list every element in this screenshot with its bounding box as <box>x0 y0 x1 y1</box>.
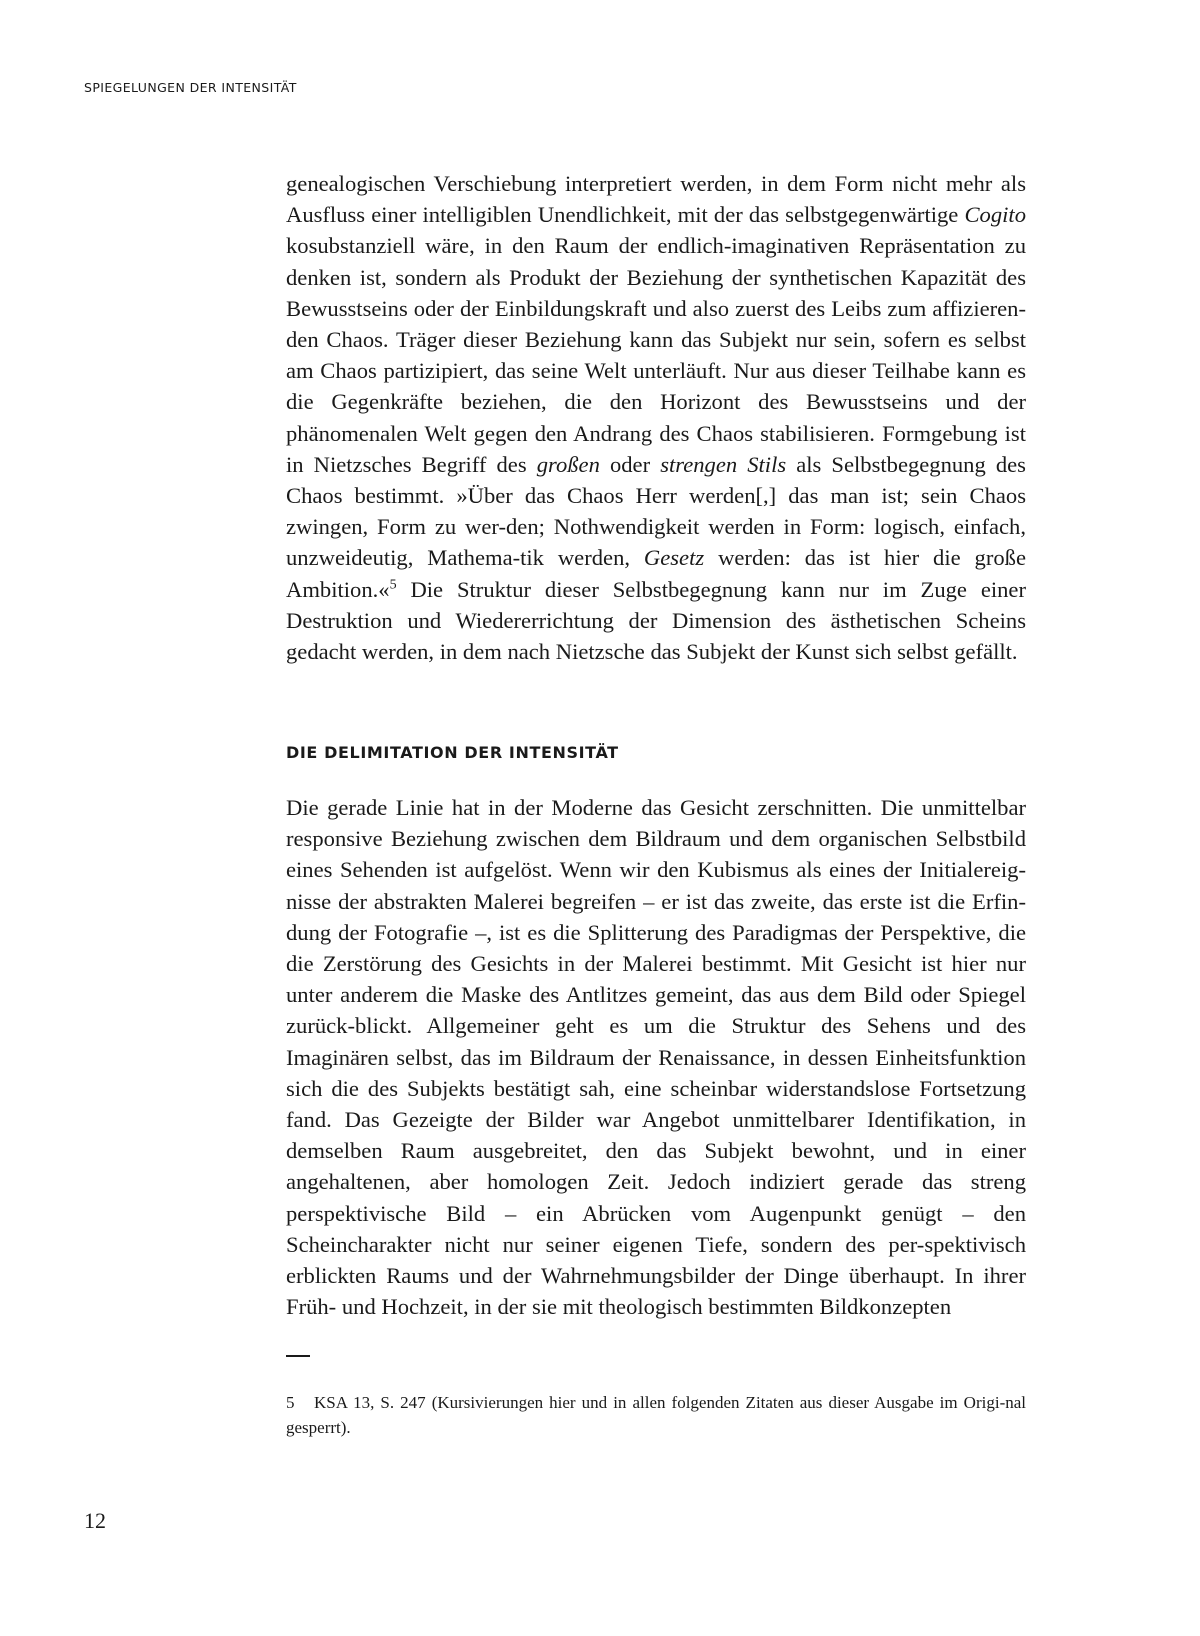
footnote-divider <box>286 1355 310 1357</box>
paragraph-1-text: Die Struktur dieser Selbstbegegnung kann nur im Zuge einer Destruktion und Wiedererrichtung der Dimension des ästhetischen Scheins gedacht werden, in dem nach Nietzsche das Subjekt der Kunst sich selbst gefällt. <box>286 576 1026 665</box>
body-paragraph-1 <box>286 168 1026 667</box>
paragraph-1-text: kosubstanziell wäre, in den Raum der endlich-imaginativen Repräsentation zu denken ist, sondern als Produkt der Beziehung der synthetischen Kapazität des Bewusstseins oder der Einbildungskraft und also zuerst des Leibs zum affizieren-den Chaos. Träger dieser Beziehung kann das Subjekt nur sein, sofern es selbst am Chaos partizipiert, das seine Welt unterläuft. Nur aus dieser Teilhabe kann es die Gegenkräfte beziehen, die den Horizont des Bewusstseins und der phänomenalen Welt gegen den Andrang des Chaos stabilisieren. Formgebung ist in Nietzsches Begriff des <box>286 233 1026 477</box>
section-heading: DIE DELIMITATION DER INTENSITÄT <box>286 743 619 762</box>
paragraph-1-text: werden: das ist hier die große Ambition.« <box>286 545 1026 602</box>
footnote-text: KSA 13, S. 247 (Kursivierungen hier und in allen folgenden Zitaten aus dieser Ausgabe im Origi-nal gesperrt). <box>286 1393 1026 1437</box>
page-number: 12 <box>84 1508 106 1533</box>
footnote-reference[interactable]: 5 <box>389 577 397 593</box>
italic-strengen-stils: strengen Stils <box>660 451 787 477</box>
footnote-number: 5 <box>286 1393 295 1412</box>
italic-cogito: Cogito <box>964 202 1026 228</box>
paragraph-1-text: oder <box>599 451 661 477</box>
footnote <box>286 1390 1026 1440</box>
body-paragraph-2 <box>286 792 1026 1322</box>
running-head: SPIEGELUNGEN DER INTENSITÄT <box>84 80 297 95</box>
paragraph-1-text: genealogischen Verschiebung interpretiert werden, in dem Form nicht mehr als Ausfluss einer intelligiblen Unendlichkeit, mit der das selbstgegenwärtige <box>286 171 1026 228</box>
paragraph-1-text: als Selbstbegegnung des Chaos bestimmt. »Über das Chaos Herr werden[,] das man ist; sein Chaos zwingen, Form zu wer-den; Nothwendigkeit werden in Form: logisch, einfach, unzweideutig, Mathema-tik werden, <box>286 451 1026 571</box>
paragraph-2-text: Die gerade Linie hat in der Moderne das Gesicht zerschnitten. Die unmittelbar responsive Beziehung zwischen dem Bildraum und dem organischen Selbstbild eines Sehenden ist aufgelöst. Wenn wir den Kubismus als eines der Initialereig-nisse der abstrakten Malerei begreifen – er ist das zweite, das erste ist die Erfin-dung der Fotografie –, ist es die Splitterung des Paradigmas der Perspektive, die die Zerstörung des Gesichts in der Malerei bestimmt. Mit Gesicht ist hier nur unter anderem die Maske des Antlitzes gemeint, das aus dem Bild oder Spiegel zurück-blickt. Allgemeiner geht es um die Struktur des Sehens und des Imaginären selbst, das im Bildraum der Renaissance, in dessen Einheitsfunktion sich die des Subjekts bestätigt sah, eine scheinbar widerstandslose Fortsetzung fand. Das Gezeigte der Bilder war Angebot unmittelbarer Identifikation, in demselben Raum ausgebreitet, den das Subjekt bewohnt, und in einer angehaltenen, aber homologen Zeit. Jedoch indiziert gerade das streng perspektivische Bild – ein Abrücken vom Augenpunkt genügt – den Scheincharakter nicht nur seiner eigenen Tiefe, sondern des per-spektivisch erblickten Raums und der Wahrnehmungsbilder der Dinge überhaupt. In ihrer Früh- und Hochzeit, in der sie mit theologisch bestimmten Bildkonzepten <box>286 795 1026 1320</box>
italic-grossen: großen <box>536 451 600 477</box>
italic-gesetz: Gesetz <box>643 545 705 571</box>
